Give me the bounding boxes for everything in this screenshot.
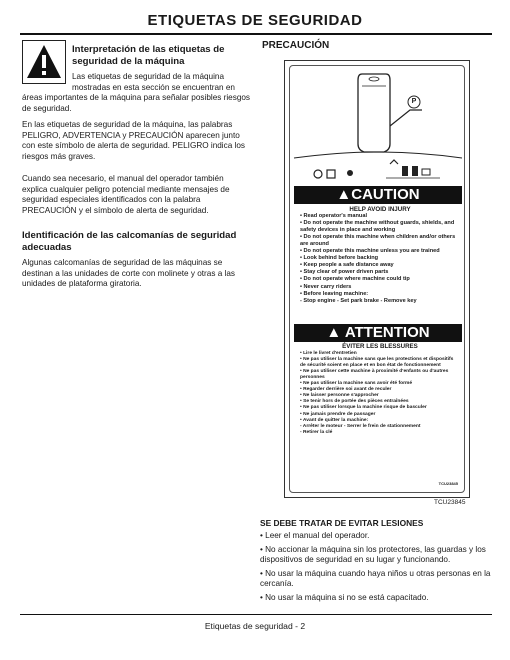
operator-manual-paragraph: Cuando sea necesario, el manual del operador también explica cualquier peligro potencial mediante mensajes de seguridad especiales identificados con la palabra PRECAUCIÓN y el símbolo de alerta de seguridad. bbox=[22, 174, 230, 215]
attention-item: • Se tenir hors de portée des pièces entraînées bbox=[300, 399, 409, 405]
interpretation-paragraph-a: Las etiquetas de seguridad de la máquina mostradas en esta sección se encuentran en bbox=[72, 72, 235, 92]
list-item: • No accionar la máquina sin los protectores, las guardas y los dispositivos de seguridad en su lugar y funcionando. bbox=[260, 544, 486, 565]
list-item: • Leer el manual del operador. bbox=[260, 531, 370, 540]
attention-item: • Lire le livret d'entretien bbox=[300, 351, 357, 357]
attention-item: • Ne pas utiliser cette machine à proximité d'enfants ou d'autres personnes bbox=[300, 369, 449, 381]
caution-item: • Keep people a safe distance away bbox=[300, 262, 394, 269]
park-pedal-label: P bbox=[411, 98, 417, 105]
avoid-injury-list bbox=[260, 531, 492, 607]
caution-item: • Stay clear of power driven parts bbox=[300, 269, 389, 276]
interpretation-heading: Interpretación de las etiquetas de seguridad de la máquina bbox=[72, 44, 225, 67]
caution-item: • Do not operate the machine without guards, shields, and safety devices in place and working bbox=[300, 220, 455, 234]
title-rule bbox=[20, 33, 492, 35]
attention-item: • Avant de quitter la machine: bbox=[300, 417, 369, 423]
page-footer: Etiquetas de seguridad - 2 bbox=[204, 621, 306, 631]
page-title: ETIQUETAS DE SEGURIDAD bbox=[147, 12, 363, 29]
identification-paragraph: Algunas calcomanías de seguridad de las máquinas se destinan a las unidades de corte con molinete y otras a las unidades de plataforma giratoria. bbox=[22, 258, 236, 289]
signal-words-paragraph: En las etiquetas de seguridad de la máquina, las palabras PELIGRO, ADVERTENCIA y PRECAUCIÓN aparecen junto con este símbolo de alerta de seguridad. PELIGRO indica los riesgos más graves. bbox=[22, 120, 246, 161]
attention-item: • Regarder derrière soi avant de reculer bbox=[300, 387, 392, 393]
avoid-injury-heading: SE DEBE TRATAR DE EVITAR LESIONES bbox=[260, 518, 424, 528]
precaution-title: PRECAUCIÓN bbox=[262, 40, 330, 51]
figure-id: TCU23845 bbox=[434, 499, 466, 506]
safety-alert-icon bbox=[24, 42, 64, 82]
caution-list bbox=[300, 206, 460, 305]
safety-decal bbox=[289, 65, 465, 493]
list-item: • No usar la máquina cuando haya niños u otras personas en la cercanía. bbox=[260, 568, 491, 589]
caution-item: • Do not operate this machine when children and/or others are around bbox=[300, 234, 456, 248]
safety-decal-figure bbox=[284, 60, 470, 498]
caution-item: • Do not operate where machine could tip bbox=[300, 276, 410, 283]
attention-item: • Ne jamais prendre de passager bbox=[300, 411, 376, 417]
caution-item: • Do not operate this machine unless you are trained bbox=[300, 248, 440, 255]
caution-word: CAUTION bbox=[351, 186, 420, 203]
safety-alert-box bbox=[22, 40, 66, 84]
attention-heading: ÉVITER LES BLESSURES bbox=[342, 343, 418, 350]
machine-control-illustration bbox=[290, 66, 466, 186]
attention-item: • Ne pas utiliser la machine sans avoir été formé bbox=[300, 381, 413, 387]
decal-code: TCU23845 bbox=[438, 481, 458, 486]
footer-rule bbox=[20, 614, 492, 615]
interpretation-paragraph-b: áreas importantes de la máquina para señalar posibles riesgos de seguridad. bbox=[22, 93, 251, 113]
attention-item: • Ne pas utiliser la machine sans que les protections et dispositifs de sécurité soient en place et en bon état de fonctionnement bbox=[300, 357, 454, 369]
caution-item: • Look behind before backing bbox=[300, 255, 379, 262]
attention-item: • Ne laisser personne s'approcher bbox=[300, 393, 379, 399]
caution-heading: HELP AVOID INJURY bbox=[349, 206, 411, 213]
attention-item: • Ne pas utiliser lorsque la machine risque de basculer bbox=[300, 405, 427, 411]
caution-item: • Before leaving machine: bbox=[300, 290, 369, 297]
attention-item: - Retirer la clé bbox=[300, 429, 333, 435]
attention-list bbox=[300, 344, 460, 436]
caution-banner: ▲CAUTION bbox=[294, 186, 462, 204]
caution-item: - Stop engine - Set park brake - Remove key bbox=[300, 297, 417, 304]
caution-item: • Read operator's manual bbox=[300, 213, 368, 220]
attention-banner: ▲ ATTENTION bbox=[294, 324, 462, 342]
attention-item: - Arrêter le moteur - Serrer le frein de stationnement bbox=[300, 423, 421, 429]
list-item: • No usar la máquina si no se está capacitado. bbox=[260, 592, 429, 602]
identification-heading: Identificación de las calcomanías de seguridad adecuadas bbox=[22, 230, 237, 253]
caution-item: • Never carry riders bbox=[300, 283, 352, 290]
attention-word: ATTENTION bbox=[344, 324, 430, 341]
